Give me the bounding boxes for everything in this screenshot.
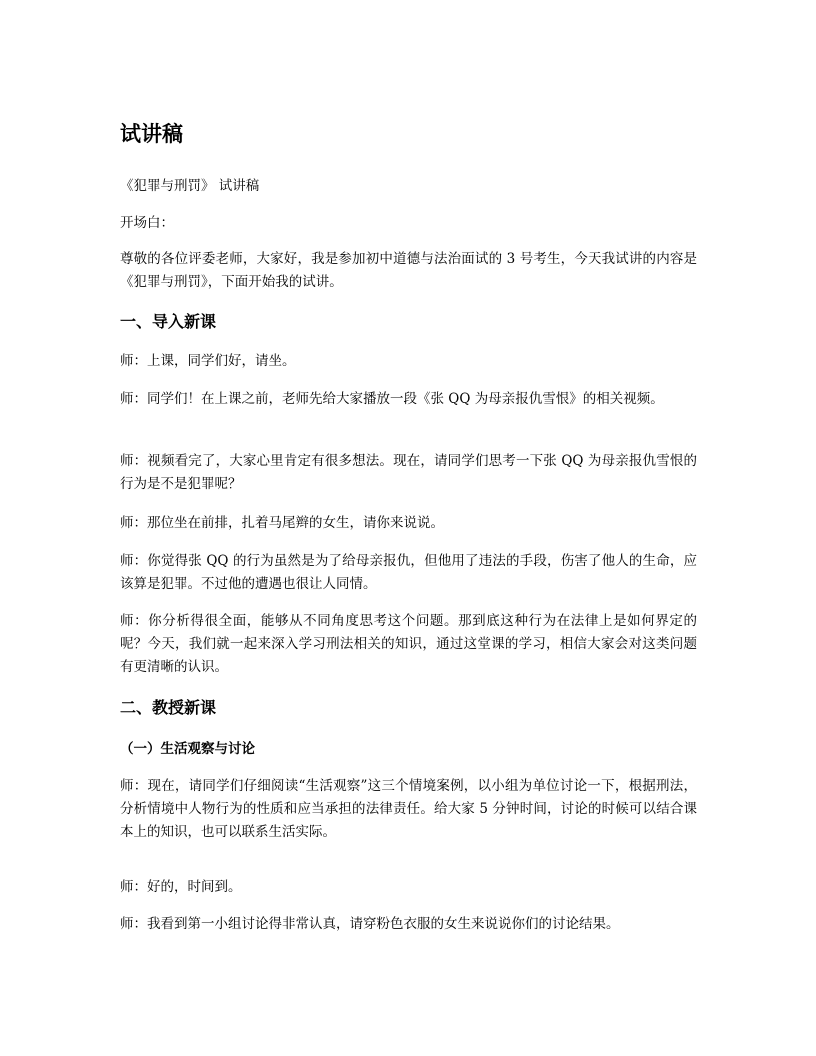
section2-subheading: （一）生活观察与讨论 (120, 741, 255, 757)
section1-paragraph: 师：那位坐在前排，扎着马尾辫的女生，请你来说说。 (120, 515, 444, 531)
section2-paragraph: 师：现在，请同学们仔细阅读“生活观察”这三个情境案例，以小组为单位讨论一下，根据刑法，分析情境中人物行为的性质和应当承担的法律责任。给大家 5 分钟时间，讨论的时候可以结合课本上的知识，也可以联系生活实际。 (120, 778, 697, 840)
document-subtitle: 《犯罪与刑罚》 试讲稿 (120, 178, 260, 194)
section1-heading: 一、导入新课 (120, 312, 217, 331)
opening-paragraph: 尊敬的各位评委老师，大家好，我是参加初中道德与法治面试的 3 号考生，今天我试讲的内容是《犯罪与刑罚》，下面开始我的试讲。 (120, 251, 697, 290)
document-title: 试讲稿 (120, 122, 183, 146)
opening-label: 开场白： (120, 215, 174, 231)
section1-paragraph: 师：上课，同学们好，请坐。 (120, 353, 296, 369)
section1-paragraph: 师：视频看完了，大家心里肯定有很多想法。现在，请同学们思考一下张 QQ 为母亲报仇雪恨的行为是不是犯罪呢？ (120, 453, 697, 492)
section2-paragraph: 师：好的，时间到。 (120, 879, 242, 895)
section1-paragraph: 师：你分析得很全面，能够从不同角度思考这个问题。那到底这种行为在法律上是如何界定的呢？今天，我们就一起来深入学习刑法相关的知识，通过这堂课的学习，相信大家会对这类问题有更清晰的认识。 (120, 613, 697, 675)
section2-paragraph: 师：我看到第一小组讨论得非常认真，请穿粉色衣服的女生来说说你们的讨论结果。 (120, 916, 620, 932)
section1-paragraph: 师：你觉得张 QQ 的行为虽然是为了给母亲报仇，但他用了违法的手段，伤害了他人的生命，应该算是犯罪。不过他的遭遇也很让人同情。 (120, 553, 697, 592)
section1-paragraph: 师：同学们！在上课之前，老师先给大家播放一段《张 QQ 为母亲报仇雪恨》的相关视频。 (120, 391, 664, 407)
section2-heading: 二、教授新课 (120, 698, 217, 717)
